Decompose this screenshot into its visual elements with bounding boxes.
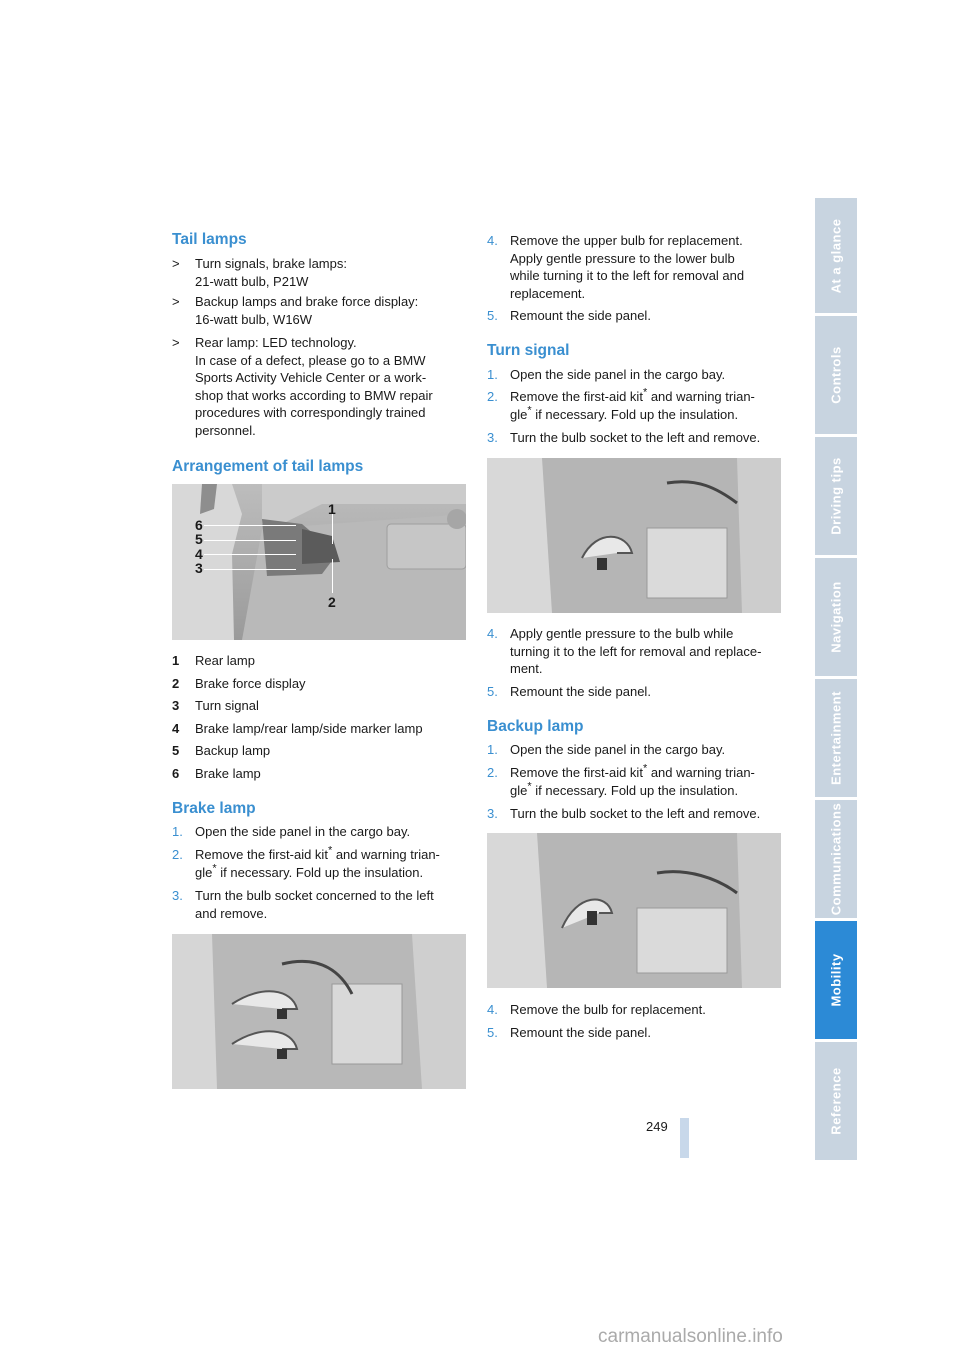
- step-item: 3. Turn the bulb socket concerned to the left and remove.: [172, 888, 434, 921]
- tail-lamp-photo: [172, 484, 466, 640]
- step-item: 4. Remove the upper bulb for replacement. Apply gentle pressure to the lower bulb while turning it to the left for removal and replacement.: [487, 233, 745, 301]
- step-item: 1. Open the side panel in the cargo bay.: [172, 824, 411, 839]
- arrangement-heading: Arrangement of tail lamps: [172, 458, 364, 475]
- bullet-item: > Backup lamps and brake force display: 16-watt bulb, W16W: [172, 294, 419, 327]
- legend-item: 1 Rear lamp: [172, 653, 255, 668]
- step-item: 4. Remove the bulb for replacement.: [487, 1002, 706, 1017]
- legend-item: 3 Turn signal: [172, 698, 259, 713]
- bullet-item: > Turn signals, brake lamps: 21-watt bulb, P21W: [172, 256, 347, 289]
- step-item: 1. Open the side panel in the cargo bay.: [487, 742, 726, 757]
- callout-3: 3: [195, 560, 203, 576]
- side-tab-entertainment[interactable]: Entertainment: [815, 679, 857, 797]
- footer-watermark: carmanualsonline.info: [598, 1326, 783, 1347]
- turn-signal-heading: Turn signal: [487, 342, 570, 359]
- side-tab-navigation[interactable]: Navigation: [815, 558, 857, 676]
- brake-lamp-photo: [172, 934, 466, 1089]
- step-item: 2. Remove the first-aid kit* and warning trian- gle* if necessary. Fold up the insulation.: [172, 844, 440, 880]
- step-item: 3. Turn the bulb socket to the left and remove.: [487, 430, 761, 445]
- side-tab-mobility[interactable]: Mobility: [815, 921, 857, 1039]
- brake-lamp-heading: Brake lamp: [172, 800, 256, 817]
- step-item: 5. Remount the side panel.: [487, 684, 651, 699]
- side-tab-controls[interactable]: Controls: [815, 316, 857, 434]
- legend-item: 5 Backup lamp: [172, 743, 271, 758]
- page-number-bar: [680, 1118, 689, 1158]
- tail-lamps-heading: Tail lamps: [172, 231, 247, 248]
- step-item: 5. Remount the side panel.: [487, 308, 651, 323]
- callout-2: 2: [328, 594, 336, 610]
- side-tab-reference[interactable]: Reference: [815, 1042, 857, 1160]
- callout-1: 1: [328, 501, 336, 517]
- side-tab-driving-tips[interactable]: Driving tips: [815, 437, 857, 555]
- legend-item: 2 Brake force display: [172, 676, 306, 691]
- callout-6: 6: [195, 517, 203, 533]
- step-item: 3. Turn the bulb socket to the left and remove.: [487, 806, 761, 821]
- step-item: 2. Remove the first-aid kit* and warning trian- gle* if necessary. Fold up the insulation.: [487, 762, 755, 798]
- step-item: 4. Apply gentle pressure to the bulb while turning it to the left for removal and replace- ment.: [487, 626, 762, 676]
- backup-lamp-heading: Backup lamp: [487, 718, 584, 735]
- callout-4: 4: [195, 546, 203, 562]
- step-item: 5. Remount the side panel.: [487, 1025, 651, 1040]
- legend-item: 6 Brake lamp: [172, 766, 261, 781]
- turn-signal-photo: [487, 458, 781, 613]
- legend-item: 4 Brake lamp/rear lamp/side marker lamp: [172, 721, 423, 736]
- page-number: 249: [646, 1119, 668, 1134]
- bullet-item: > Rear lamp: LED technology. In case of a defect, please go to a BMW Sports Activity Vehicle Center or a work- shop that works according to BMW repair procedures with correspondingly trained personnel.: [172, 335, 433, 438]
- step-item: 2. Remove the first-aid kit* and warning trian- gle* if necessary. Fold up the insulation.: [487, 386, 755, 422]
- backup-lamp-photo: [487, 833, 781, 988]
- side-tab-communications[interactable]: Communications: [815, 800, 857, 918]
- callout-5: 5: [195, 531, 203, 547]
- step-item: 1. Open the side panel in the cargo bay.: [487, 367, 726, 382]
- side-tab-at-a-glance[interactable]: At a glance: [815, 198, 857, 313]
